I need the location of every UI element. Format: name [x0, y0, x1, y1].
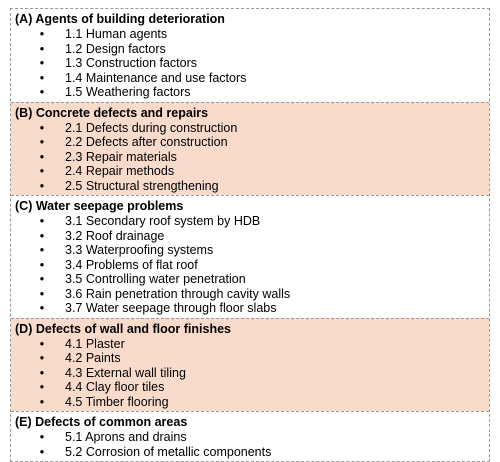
list-item	[37, 85, 489, 100]
section-a	[11, 9, 489, 102]
list-item	[37, 380, 489, 395]
list-item	[37, 42, 489, 57]
list-item	[37, 121, 489, 136]
list-item	[37, 366, 489, 381]
bullet-icon: •	[39, 178, 45, 193]
item-label: 4.4 Clay floor tiles	[65, 380, 165, 394]
section-title: (B) Concrete defects and repairs	[15, 105, 209, 120]
item-label: 2.4 Repair methods	[65, 164, 175, 178]
item-label: 4.3 External wall tiling	[65, 365, 186, 380]
item-label: 4.2 Paints	[65, 351, 121, 365]
bullet-icon: •	[39, 41, 45, 56]
section-item-list	[15, 214, 489, 316]
bullet-icon: •	[39, 351, 45, 365]
list-item	[37, 71, 489, 86]
section-title: (D) Defects of wall and floor finishes	[15, 321, 231, 336]
list-item	[37, 258, 489, 273]
bullet-icon: •	[39, 272, 45, 286]
section-d	[11, 318, 489, 412]
item-label: 5.1 Aprons and drains	[65, 430, 187, 444]
bullet-icon: •	[39, 135, 45, 149]
item-label: 3.3 Waterproofing systems	[65, 243, 214, 257]
item-label: 2.1 Defects during construction	[65, 120, 238, 135]
list-item	[37, 395, 489, 410]
bullet-icon: •	[39, 27, 45, 41]
item-label: 1.1 Human agents	[65, 27, 168, 41]
section-title: (A) Agents of building deterioration	[15, 12, 225, 26]
item-label: 3.2 Roof drainage	[65, 228, 165, 243]
section-title: (C) Water seepage problems	[15, 199, 184, 213]
item-label: 2.3 Repair materials	[65, 149, 177, 164]
section-item-list	[15, 337, 489, 410]
bullet-icon: •	[39, 214, 45, 228]
item-label: 2.5 Structural strengthening	[65, 178, 219, 193]
bullet-icon: •	[39, 120, 45, 135]
section-c	[11, 195, 489, 318]
bullet-icon: •	[39, 85, 45, 99]
section-item-list	[15, 430, 489, 459]
item-label: 3.4 Problems of flat roof	[65, 257, 198, 272]
section-title: (E) Defects of common areas	[15, 415, 188, 429]
bullet-icon: •	[39, 243, 45, 257]
bullet-icon: •	[39, 444, 45, 459]
section-b	[11, 102, 489, 196]
topics-table	[10, 8, 490, 462]
list-item	[37, 445, 489, 460]
section-item-list	[15, 27, 489, 100]
list-item	[37, 56, 489, 71]
list-item	[37, 27, 489, 42]
item-label: 5.2 Corrosion of metallic components	[65, 444, 272, 459]
list-item	[37, 272, 489, 287]
item-label: 3.5 Controlling water penetration	[65, 272, 246, 286]
bullet-icon: •	[39, 164, 45, 178]
item-label: 4.1 Plaster	[65, 336, 125, 351]
bullet-icon: •	[39, 336, 45, 351]
bullet-icon: •	[39, 149, 45, 164]
item-label: 2.2 Defects after construction	[65, 135, 228, 149]
section-e	[11, 411, 489, 461]
item-label: 1.4 Maintenance and use factors	[65, 70, 247, 85]
bullet-icon: •	[39, 257, 45, 272]
item-label: 3.1 Secondary roof system by HDB	[65, 214, 261, 228]
bullet-icon: •	[39, 301, 45, 315]
list-item	[37, 150, 489, 165]
bullet-icon: •	[39, 430, 45, 444]
list-item	[37, 164, 489, 179]
section-item-list	[15, 121, 489, 194]
bullet-icon: •	[39, 286, 45, 301]
item-label: 3.6 Rain penetration through cavity walls	[65, 286, 291, 301]
bullet-icon: •	[39, 394, 45, 409]
item-label: 1.5 Weathering factors	[65, 85, 191, 99]
bullet-icon: •	[39, 56, 45, 70]
item-label: 4.5 Timber flooring	[65, 394, 169, 409]
list-item	[37, 430, 489, 445]
bullet-icon: •	[39, 380, 45, 394]
list-item	[37, 229, 489, 244]
item-label: 3.7 Water seepage through floor slabs	[65, 301, 277, 315]
list-item	[37, 179, 489, 194]
list-item	[37, 337, 489, 352]
list-item	[37, 135, 489, 150]
item-label: 1.3 Construction factors	[65, 56, 198, 70]
list-item	[37, 301, 489, 316]
bullet-icon: •	[39, 228, 45, 243]
bullet-icon: •	[39, 70, 45, 85]
bullet-icon: •	[39, 365, 45, 380]
list-item	[37, 287, 489, 302]
item-label: 1.2 Design factors	[65, 41, 166, 56]
list-item	[37, 214, 489, 229]
list-item	[37, 351, 489, 366]
list-item	[37, 243, 489, 258]
